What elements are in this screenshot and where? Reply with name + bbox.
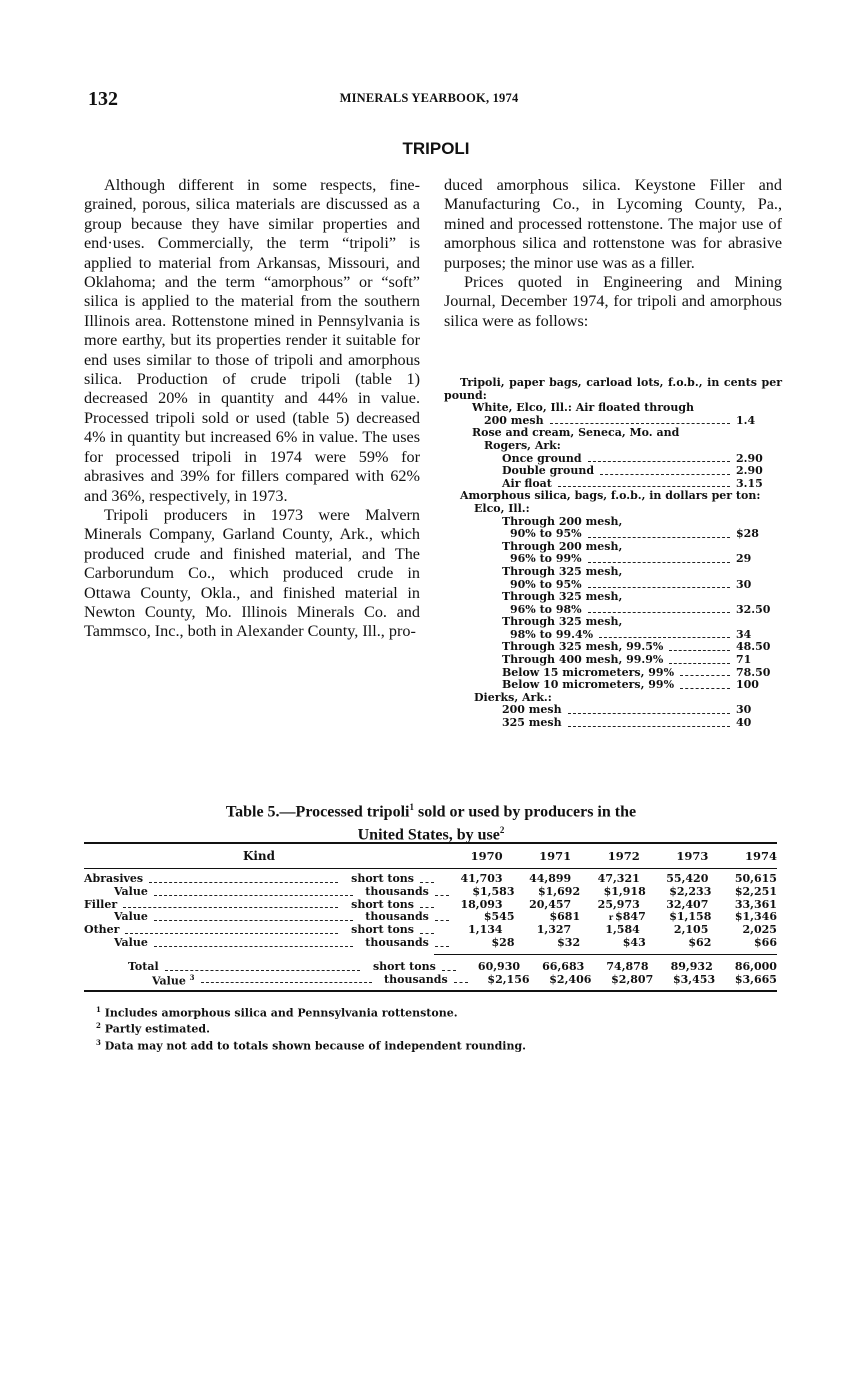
price-item-line1: Through 200 mesh,: [502, 514, 623, 528]
price-row: [444, 704, 782, 717]
table-row: [84, 937, 777, 950]
footnote-text: Data may not add to totals shown because of independent rounding.: [104, 1039, 526, 1053]
price-value: 30: [736, 577, 752, 591]
column-header: 1970: [470, 849, 503, 863]
price-value: 1.4: [736, 413, 756, 427]
revised-mark: r: [608, 912, 614, 923]
table-cell: $2,156: [487, 972, 530, 986]
price-row: [444, 465, 782, 478]
table-header-row: [84, 844, 777, 868]
row-label: Other: [84, 923, 120, 937]
table-cell: 2,025: [742, 923, 777, 937]
price-label: 90% to 95%: [510, 527, 582, 541]
table-cell: $32: [557, 935, 581, 949]
footnote: [96, 1037, 776, 1053]
column-header: 1974: [744, 849, 777, 863]
price-group-label: White, Elco, Ill.: Air floated through: [472, 401, 695, 415]
price-value: 40: [736, 716, 752, 730]
row-unit: short tons: [351, 897, 414, 911]
price-label: 96% to 99%: [510, 552, 582, 566]
price-header-tripoli: Tripoli, paper bags, carload lots, f.o.b., in cents per pound:: [444, 376, 782, 402]
price-label: Below 10 micrometers, 99%: [502, 678, 675, 692]
row-label: Filler: [84, 897, 118, 911]
table-cell: 47,321: [597, 872, 640, 885]
price-label: Once ground: [502, 451, 582, 465]
price-group-label: Rogers, Ark:: [484, 438, 561, 452]
table-cell: $2,406: [549, 972, 592, 986]
row-unit: short tons: [351, 923, 414, 937]
price-item-line1: Through 325 mesh,: [502, 590, 623, 604]
table-cell: 89,932: [670, 959, 713, 973]
table-cell: 66,683: [542, 959, 585, 973]
row-unit: thousands: [365, 910, 429, 924]
row-label: Value: [114, 884, 148, 898]
row-unit: thousands: [365, 935, 429, 949]
price-value: 71: [736, 653, 752, 667]
paragraph: Tripoli producers in 1973 were Malvern Minerals Company, Garland County, Ark., which produced crude and finished material, and The Carborundum Co., which produced crude in Ottawa County, Okla., and finished material in Newton County, Mo. Illinois Minerals Co. and Tammsco, Inc., both in Alexander County, Ill., pro-: [84, 505, 420, 641]
footnote-mark: 2: [96, 1021, 101, 1031]
table-title-text: sold or used by producers in the: [417, 803, 637, 821]
table-cell: 55,420: [666, 872, 709, 885]
price-label: Double ground: [502, 464, 595, 478]
table-cell: $43: [622, 935, 646, 949]
price-label: 96% to 98%: [510, 602, 582, 616]
table-cell: $2,251: [734, 884, 777, 898]
table-cell: 2,105: [673, 923, 709, 937]
price-row: [444, 453, 782, 466]
price-group-label: Dierks, Ark.:: [474, 690, 552, 704]
price-row: [444, 528, 782, 541]
row-label-text: Value: [152, 974, 186, 988]
table-row: [84, 924, 777, 937]
table-cell: $3,453: [673, 972, 716, 986]
footnote: [96, 1020, 776, 1036]
table-cell: 41,703: [460, 872, 503, 885]
price-item-line1: Through 200 mesh,: [502, 539, 623, 553]
price-value: 3.15: [736, 476, 763, 490]
price-label: Through 400 mesh, 99.9%: [502, 653, 664, 667]
data-table: [84, 842, 777, 992]
column-header: 1973: [676, 849, 709, 863]
footnote-text: Partly estimated.: [104, 1023, 210, 1037]
footnote: [96, 1004, 776, 1020]
price-row: [444, 717, 782, 730]
table-cell: 1,327: [536, 923, 572, 937]
footnote-mark: 3: [189, 972, 195, 982]
row-unit: thousands: [384, 972, 448, 986]
left-column: [84, 176, 420, 642]
table-cell: $545: [483, 910, 515, 924]
price-label: Through 325 mesh, 99.5%: [502, 640, 664, 654]
price-label: 200 mesh: [502, 703, 562, 717]
column-header: Kind: [242, 849, 276, 863]
table-cell: $3,665: [734, 972, 777, 986]
table-cell: 1,584: [605, 923, 640, 937]
row-unit: thousands: [365, 884, 429, 898]
price-value: 2.90: [736, 451, 763, 465]
column-header: 1971: [539, 849, 572, 863]
price-label: 325 mesh: [502, 716, 562, 730]
table-cell-value: $847: [615, 910, 646, 924]
price-label: Air float: [502, 476, 552, 490]
table-cell: 20,457: [529, 897, 572, 911]
table-cell: 1,134: [468, 923, 503, 937]
price-value: 48.50: [736, 640, 771, 654]
table-cell: 50,615: [734, 872, 777, 885]
row-label: Value: [114, 935, 148, 949]
table-cell: 44,899: [529, 872, 572, 885]
row-label: Value: [114, 910, 148, 924]
price-label: 98% to 99.4%: [510, 627, 594, 641]
footnote-mark: 1: [96, 1005, 101, 1014]
price-value: $28: [736, 527, 759, 541]
row-label: Total: [128, 959, 159, 973]
row-label: Abrasives: [84, 872, 144, 885]
section-title: TRIPOLI: [402, 139, 470, 158]
row-label: [152, 972, 195, 988]
table-cell: $28: [491, 935, 515, 949]
price-value: 29: [736, 552, 752, 566]
table-total-row: [84, 974, 777, 987]
running-head: MINERALS YEARBOOK, 1974: [339, 91, 519, 105]
table-cell: 60,930: [477, 959, 521, 973]
price-value: 2.90: [736, 464, 763, 478]
price-row: [444, 679, 782, 692]
table-row: [84, 873, 777, 886]
price-label: 200 mesh: [484, 413, 544, 427]
table-cell: $66: [754, 935, 777, 949]
table-title-text: United States, by use: [357, 826, 500, 844]
table-title-text: Table 5.—Processed tripoli: [225, 803, 410, 821]
footnote-mark: 3: [96, 1037, 101, 1047]
paragraph: duced amorphous silica. Keystone Filler and Manufacturing Co., in Lycoming County, Pa., mined and processed rottenstone. The major use of amorphous silica and rottenstone was for abrasive purposes; the minor use was as a filler.: [444, 176, 782, 272]
table-row: [84, 886, 777, 899]
table-cell: $1,346: [734, 910, 777, 924]
price-group-label: Rose and cream, Seneca, Mo. and: [472, 426, 680, 440]
row-unit: short tons: [372, 959, 436, 973]
paragraph: Although different in some respects, fine-grained, porous, silica materials are discussed as a group because they have similar properties and end·uses. Commercially, the term “tripoli” is applied to material from Arkansas, Missouri, and Oklahoma; and the term “amorphous” or “soft” silica is applied to the material from the southern Illinois area. Rottenstone mined in Pennsylvania is more earthy, but its properties render it suitable for end uses similar to those of tripoli and amorphous silica. Production of crude tripoli (table 1) decreased 20% in quantity and 44% in value. Processed tripoli sold or used (table 5) decreased 4% in quantity but increased 6% in value. The uses for processed tripoli in 1974 were 59% for abrasives and 39% for fillers compared with 62% and 36%, respectively, in 1973.: [84, 176, 420, 505]
table-title: [0, 798, 858, 845]
table-cell: $681: [549, 910, 581, 924]
paragraph: Prices quoted in Engineering and Mining Journal, December 1974, for tripoli and amorphous silica were as follows:: [444, 273, 782, 330]
price-group-label: Elco, Ill.:: [474, 501, 530, 515]
row-unit: short tons: [351, 872, 414, 885]
price-item-line1: Through 325 mesh,: [502, 564, 623, 578]
table-cell: $1,692: [538, 884, 581, 898]
price-item-line1: Through 325 mesh,: [502, 615, 623, 629]
table-cell: 74,878: [606, 959, 649, 973]
footnote-mark: 1: [409, 802, 414, 812]
table-footnotes: [96, 1004, 776, 1053]
price-label: Below 15 micrometers, 99%: [502, 665, 675, 679]
price-value: 32.50: [736, 602, 771, 616]
table-cell: 18,093: [460, 897, 503, 911]
table-cell: $2,807: [611, 972, 654, 986]
price-value: 30: [736, 703, 752, 717]
table-cell: $2,233: [669, 884, 712, 898]
price-value: 100: [736, 678, 759, 692]
price-value: 78.50: [736, 665, 771, 679]
price-list: [444, 377, 782, 730]
page-number: 132: [88, 88, 118, 110]
column-header: 1972: [607, 849, 640, 863]
table-cell: 33,361: [734, 897, 777, 911]
footnote-mark: 2: [499, 825, 505, 836]
table-cell: 25,973: [597, 897, 640, 911]
price-value: 34: [736, 627, 752, 641]
price-label: 90% to 95%: [510, 577, 582, 591]
table-cell: $62: [688, 935, 712, 949]
table-cell: $1,583: [472, 884, 515, 898]
price-header-amorphous: Amorphous silica, bags, f.o.b., in dollars per ton:: [460, 489, 761, 503]
table-cell: 86,000: [734, 959, 777, 973]
right-column: [444, 176, 782, 331]
table-cell: $1,158: [669, 910, 712, 924]
table-cell: $1,918: [603, 884, 646, 898]
footnote-text: Includes amorphous silica and Pennsylvania rottenstone.: [104, 1006, 458, 1020]
price-row: [444, 654, 782, 667]
table-cell: 32,407: [666, 897, 709, 911]
